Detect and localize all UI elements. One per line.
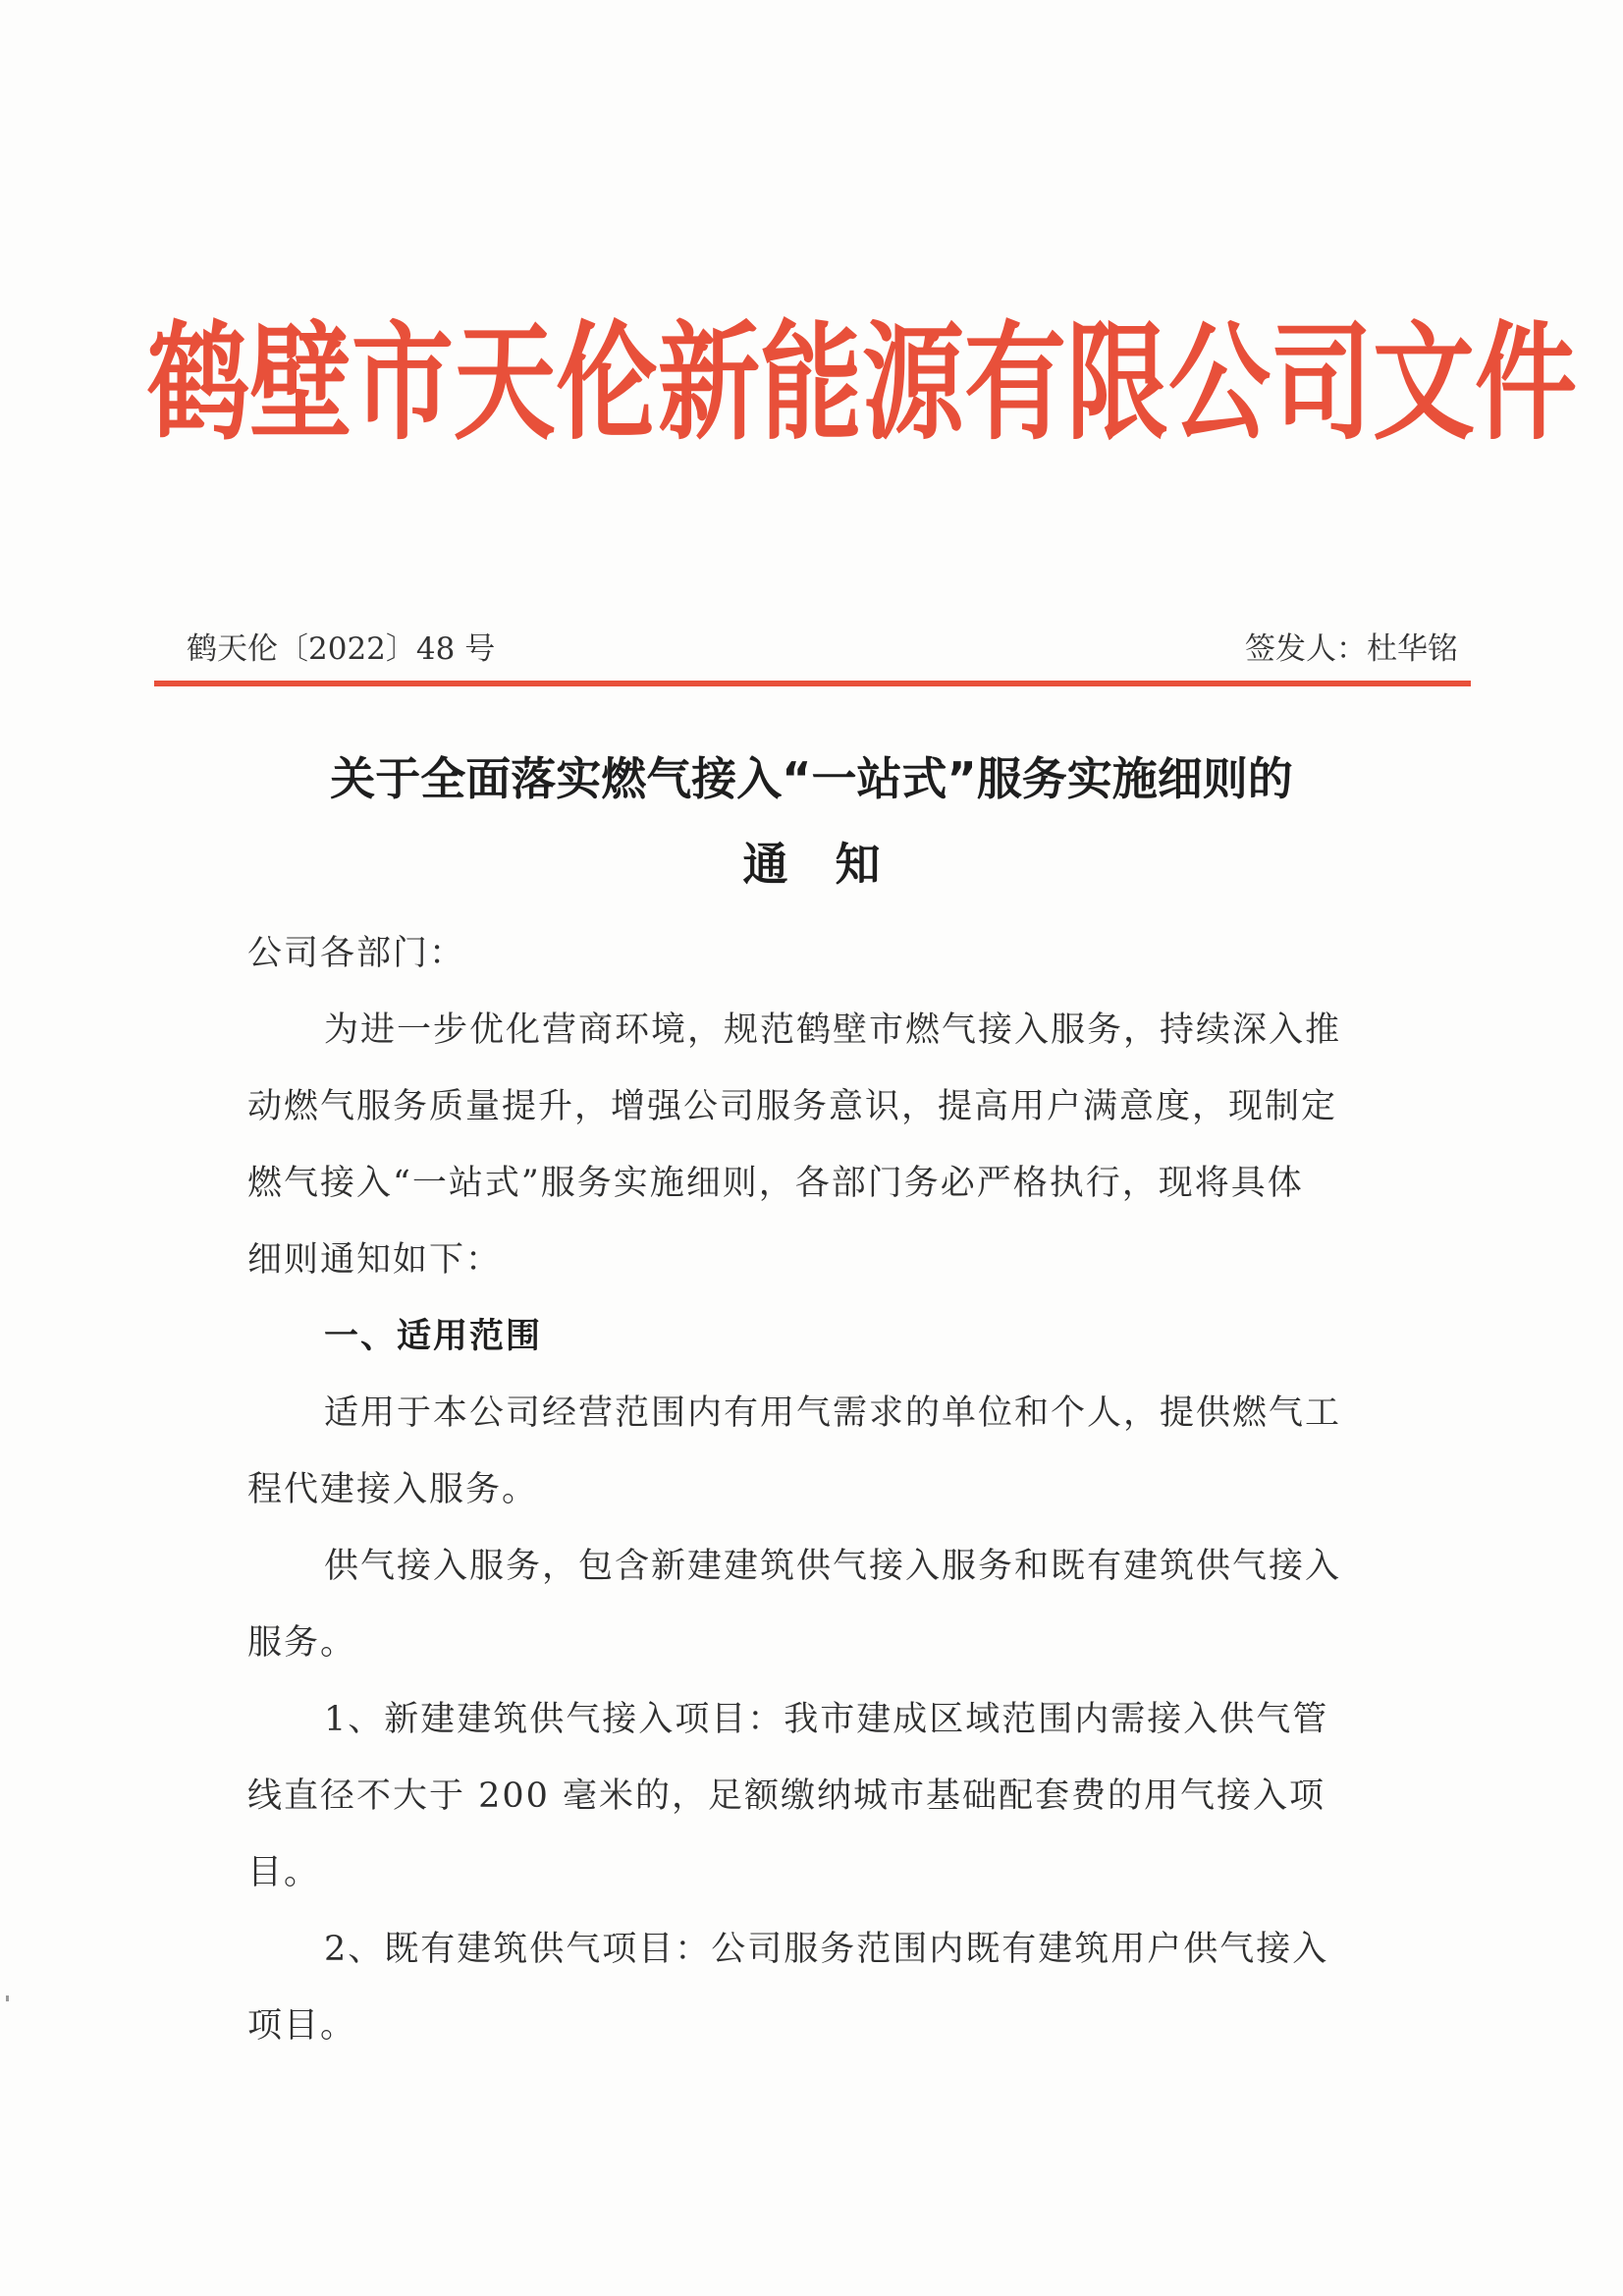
paragraph-4-line-1: 1、新建建筑供气接入项目：我市建成区域范围内需接入供气管: [324, 1700, 1329, 1739]
scan-edge-mark: [6, 1995, 9, 2001]
section-heading-scope: 一、适用范围: [324, 1317, 543, 1356]
issuer-signature: 签发人：杜华铭: [1245, 631, 1458, 667]
paragraph-1-line-2: 动燃气服务质量提升，增强公司服务意识，提高用户满意度，现制定: [247, 1087, 1338, 1126]
paragraph-3-line-2: 服务。: [247, 1623, 357, 1663]
paragraph-4-line-2: 线直径不大于 200 毫米的，足额缴纳城市基础配套费的用气接入项: [247, 1777, 1326, 1816]
org-letterhead-title: 鹤壁市天伦新能源有限公司文件: [147, 307, 1578, 459]
paragraph-1-line-1: 为进一步优化营商环境，规范鹤壁市燃气接入服务，持续深入推: [324, 1011, 1342, 1050]
paragraph-2-line-2: 程代建接入服务。: [247, 1470, 539, 1509]
paragraph-1-line-4: 细则通知如下：: [247, 1240, 503, 1280]
notice-title-line-2: 通知: [742, 838, 928, 891]
paragraph-4-line-3: 目。: [247, 1853, 321, 1892]
notice-title-line-1: 关于全面落实燃气接入“一站式”服务实施细则的: [330, 752, 1293, 805]
paragraph-5-line-2: 项目。: [247, 2006, 357, 2046]
doc-meta-row: [187, 625, 1458, 674]
paragraph-1-line-3: 燃气接入“一站式”服务实施细则，各部门务必严格执行，现将具体: [247, 1164, 1304, 1203]
salutation: 公司各部门：: [247, 934, 466, 973]
paragraph-5-line-1: 2、既有建筑供气项目：公司服务范围内既有建筑用户供气接入: [324, 1930, 1329, 1969]
document-number: 鹤天伦〔2022〕48 号: [187, 631, 496, 667]
red-divider-line: [154, 681, 1471, 686]
paragraph-2-line-1: 适用于本公司经营范围内有用气需求的单位和个人，提供燃气工: [324, 1394, 1342, 1433]
paragraph-3-line-1: 供气接入服务，包含新建建筑供气接入服务和既有建筑供气接入: [324, 1547, 1342, 1586]
